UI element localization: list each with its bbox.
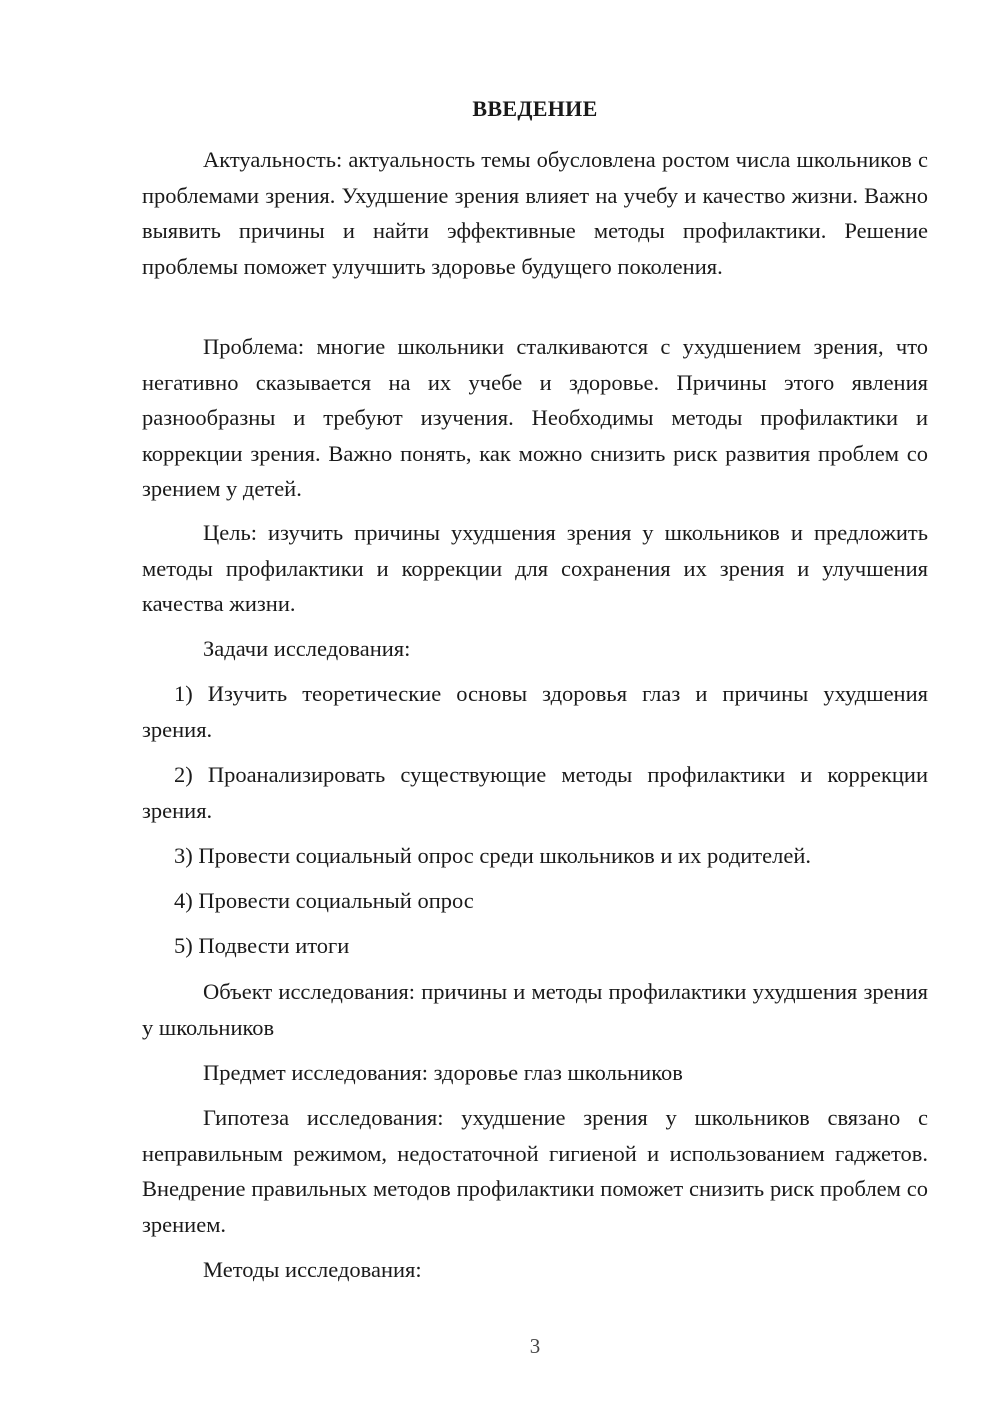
relevance-paragraph: Актуальность: актуальность темы обусловлена ростом числа школьников с проблемами зрения. Ухудшение зрения влияет на учебу и качество жизни. Важно выявить причины и найти эффективные методы профилактики. Решение проблемы поможет улучшить здоровье будущего поколения. bbox=[142, 147, 928, 279]
goal-paragraph: Цель: изучить причины ухудшения зрения у школьников и предложить методы профилактики и коррекции для сохранения их зрения и улучшения качества жизни. bbox=[142, 520, 928, 616]
task-item-1: 1) Изучить теоретические основы здоровья глаз и причины ухудшения зрения. bbox=[142, 681, 928, 742]
page-number: 3 bbox=[529, 1334, 541, 1358]
object-paragraph: Объект исследования: причины и методы профилактики ухудшения зрения у школьников bbox=[142, 979, 928, 1040]
task-item-5: 5) Подвести итоги bbox=[174, 933, 350, 958]
task-item-2: 2) Проанализировать существующие методы профилактики и коррекции зрения. bbox=[142, 762, 928, 823]
task-item-4: 4) Провести социальный опрос bbox=[174, 888, 474, 913]
page-title: ВВЕДЕНИЕ bbox=[472, 96, 598, 121]
task-item-3: 3) Провести социальный опрос среди школьников и их родителей. bbox=[174, 843, 812, 868]
problem-paragraph: Проблема: многие школьники сталкиваются с ухудшением зрения, что негативно сказывается на их учебе и здоровье. Причины этого явления разнообразны и требуют изучения. Необходимы методы профилактики и коррекции зрения. Важно понять, как можно снизить риск развития проблем со зрением у детей. bbox=[142, 334, 928, 501]
methods-heading: Методы исследования: bbox=[203, 1257, 422, 1282]
tasks-heading: Задачи исследования: bbox=[203, 636, 411, 661]
subject-paragraph: Предмет исследования: здоровье глаз школьников bbox=[203, 1060, 683, 1085]
hypothesis-paragraph: Гипотеза исследования: ухудшение зрения у школьников связано с неправильным режимом, недостаточной гигиеной и использованием гаджетов. Внедрение правильных методов профилактики поможет снизить риск проблем со зрением. bbox=[142, 1105, 928, 1237]
